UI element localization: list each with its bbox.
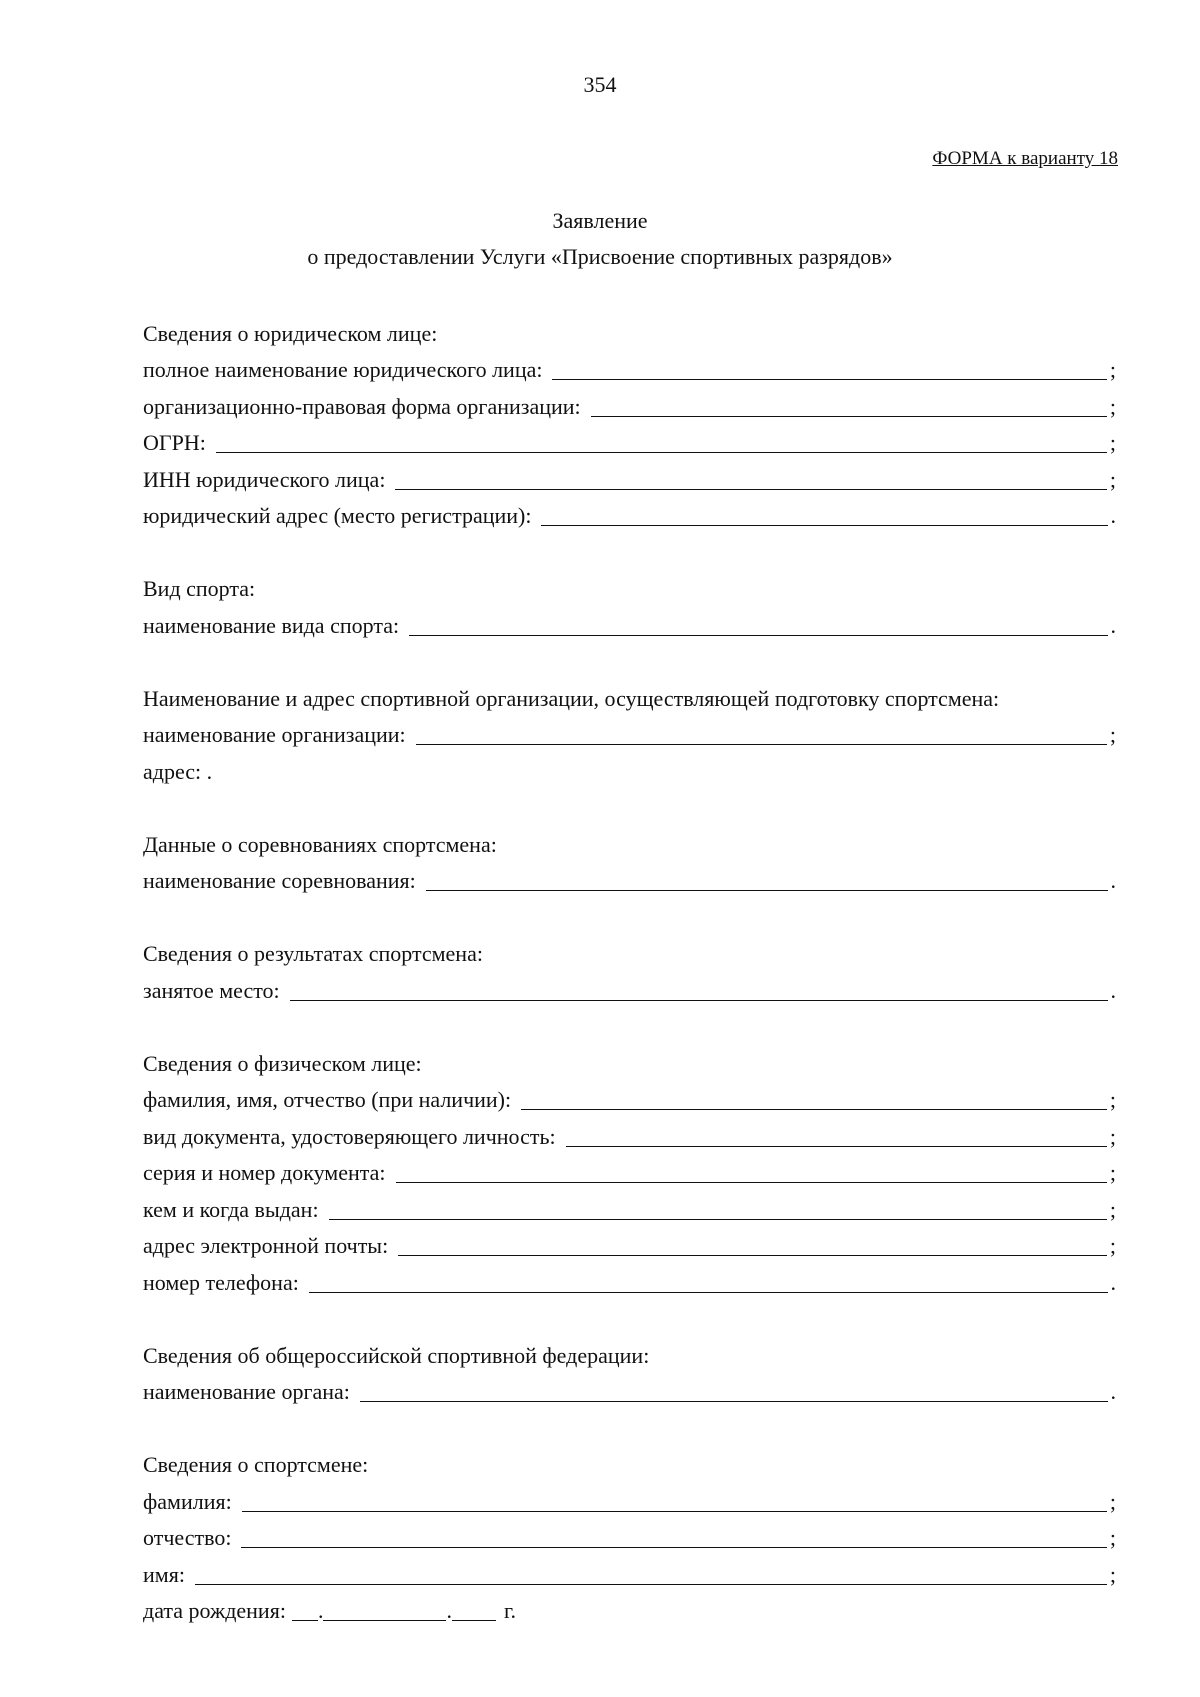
issued-input-line[interactable] (329, 1218, 1107, 1220)
field-label: номер телефона: (143, 1269, 299, 1295)
field-row-legal-address (143, 497, 1116, 534)
form-body (143, 314, 1116, 1628)
federation-name-input-line[interactable] (360, 1400, 1108, 1402)
legal-address-input-line[interactable] (541, 524, 1107, 526)
period: . (1110, 1269, 1116, 1295)
field-row-surname (143, 1482, 1116, 1519)
field-row-inn (143, 460, 1116, 497)
field-row-organization-name (143, 716, 1116, 753)
field-row-ogrn (143, 424, 1116, 461)
field-row-email (143, 1227, 1116, 1264)
semicolon: ; (1109, 430, 1116, 455)
date-separator: . (317, 1598, 324, 1623)
section-heading-results: Сведения о результатах спортсмена: (143, 941, 483, 966)
email-input-line[interactable] (398, 1254, 1107, 1256)
field-row-doc-number (143, 1154, 1116, 1191)
place-input-line[interactable] (290, 999, 1108, 1001)
doc-type-input-line[interactable] (566, 1145, 1107, 1147)
field-row-sport-name (143, 606, 1116, 643)
semicolon: ; (1109, 357, 1116, 382)
field-row-phone (143, 1263, 1116, 1300)
semicolon: ; (1109, 1561, 1116, 1587)
field-label: вид документа, удостоверяющего личность: (143, 1123, 556, 1149)
field-label: имя: (143, 1561, 185, 1587)
organization-heading-row (143, 679, 1116, 716)
period: . (1110, 868, 1116, 893)
section-heading-federation: Сведения об общероссийской спортивной федерации: (143, 1342, 650, 1368)
semicolon: ; (1109, 1233, 1116, 1258)
organization-name-input-line[interactable] (416, 743, 1107, 745)
field-row-federation-name (143, 1373, 1116, 1410)
field-label: наименование вида спорта: (143, 612, 400, 638)
section-heading-legal: Сведения о юридическом лице: (143, 320, 438, 346)
legal-heading-row (143, 314, 1116, 351)
field-row-doc-type (143, 1117, 1116, 1154)
field-row-legal-org-form (143, 387, 1116, 424)
semicolon: ; (1109, 722, 1116, 747)
period: . (1110, 503, 1116, 528)
field-label: дата рождения: (143, 1598, 286, 1623)
document-title: Заявление (552, 208, 648, 233)
field-row-patronymic (143, 1519, 1116, 1556)
semicolon: ; (1109, 1196, 1116, 1222)
section-heading-competition: Данные о соревнованиях спортсмена: (143, 831, 497, 857)
section-heading-athlete: Сведения о спортсмене: (143, 1452, 369, 1477)
athlete-heading-row (143, 1446, 1116, 1483)
doc-number-input-line[interactable] (396, 1181, 1107, 1183)
section-heading-sport: Вид спорта: (143, 576, 256, 601)
period: . (1110, 1379, 1116, 1404)
person-heading-row (143, 1044, 1116, 1081)
section-heading-organization: Наименование и адрес спортивной организации, осуществляющей подготовку спортсмена: (143, 685, 1000, 711)
field-label: юридический адрес (место регистрации): (143, 503, 532, 528)
date-separator: . (446, 1598, 452, 1623)
first-name-input-line[interactable] (195, 1583, 1107, 1585)
federation-heading-row (143, 1336, 1116, 1373)
field-label: отчество: (143, 1525, 232, 1550)
field-label: адрес: . (143, 758, 213, 784)
field-label: адрес электронной почты: (143, 1233, 389, 1258)
semicolon: ; (1109, 1525, 1116, 1550)
period: . (1110, 977, 1116, 1003)
semicolon: ; (1109, 1160, 1116, 1185)
sport-heading-row (143, 570, 1116, 607)
year-suffix: г. (503, 1598, 516, 1623)
field-label: наименование соревнования: (143, 868, 416, 893)
semicolon: ; (1109, 1123, 1116, 1149)
field-label: фамилия: (143, 1488, 232, 1514)
field-label: наименование органа: (143, 1379, 350, 1404)
competition-heading-row (143, 825, 1116, 862)
inn-input-line[interactable] (395, 488, 1106, 490)
legal-full-name-input-line[interactable] (552, 378, 1106, 380)
field-label: занятое место: (143, 977, 280, 1003)
ogrn-input-line[interactable] (216, 451, 1107, 453)
field-row-legal-full-name (143, 351, 1116, 388)
field-label: кем и когда выдан: (143, 1196, 319, 1222)
birth-month-input-line[interactable] (323, 1619, 446, 1621)
page-number: 354 (583, 72, 617, 97)
semicolon: ; (1109, 393, 1116, 419)
field-label: фамилия, имя, отчество (при наличии): (143, 1087, 512, 1112)
field-row-competition-name (143, 862, 1116, 899)
org-form-input-line[interactable] (591, 415, 1107, 417)
patronymic-input-line[interactable] (241, 1546, 1106, 1548)
phone-input-line[interactable] (309, 1291, 1108, 1293)
field-row-organization-address (143, 752, 1116, 789)
section-heading-person: Сведения о физическом лице: (143, 1050, 422, 1076)
field-row-issued (143, 1190, 1116, 1227)
surname-input-line[interactable] (242, 1510, 1107, 1512)
field-label: полное наименование юридического лица: (143, 357, 543, 382)
competition-name-input-line[interactable] (426, 889, 1108, 891)
field-label: наименование организации: (143, 722, 406, 747)
field-label: ОГРН: (143, 430, 206, 455)
period: . (1110, 612, 1116, 638)
field-label: организационно-правовая форма организации: (143, 393, 581, 419)
birth-year-input-line[interactable] (452, 1619, 496, 1621)
field-row-place (143, 971, 1116, 1008)
birth-day-input-line[interactable] (292, 1619, 318, 1621)
document-subtitle: о предоставлении Услуги «Присвоение спортивных разрядов» (307, 244, 893, 269)
semicolon: ; (1109, 1087, 1116, 1112)
field-label: серия и номер документа: (143, 1160, 386, 1185)
field-row-fio (143, 1081, 1116, 1118)
form-reference: ФОРМА к варианту 18 (932, 148, 1118, 169)
field-label: ИНН юридического лица: (143, 466, 386, 492)
semicolon: ; (1109, 1488, 1116, 1514)
sport-name-input-line[interactable] (409, 634, 1107, 636)
semicolon: ; (1109, 466, 1116, 492)
results-heading-row (143, 935, 1116, 972)
field-row-birth-date (143, 1592, 1116, 1629)
field-row-first-name (143, 1555, 1116, 1592)
fio-input-line[interactable] (521, 1108, 1107, 1110)
